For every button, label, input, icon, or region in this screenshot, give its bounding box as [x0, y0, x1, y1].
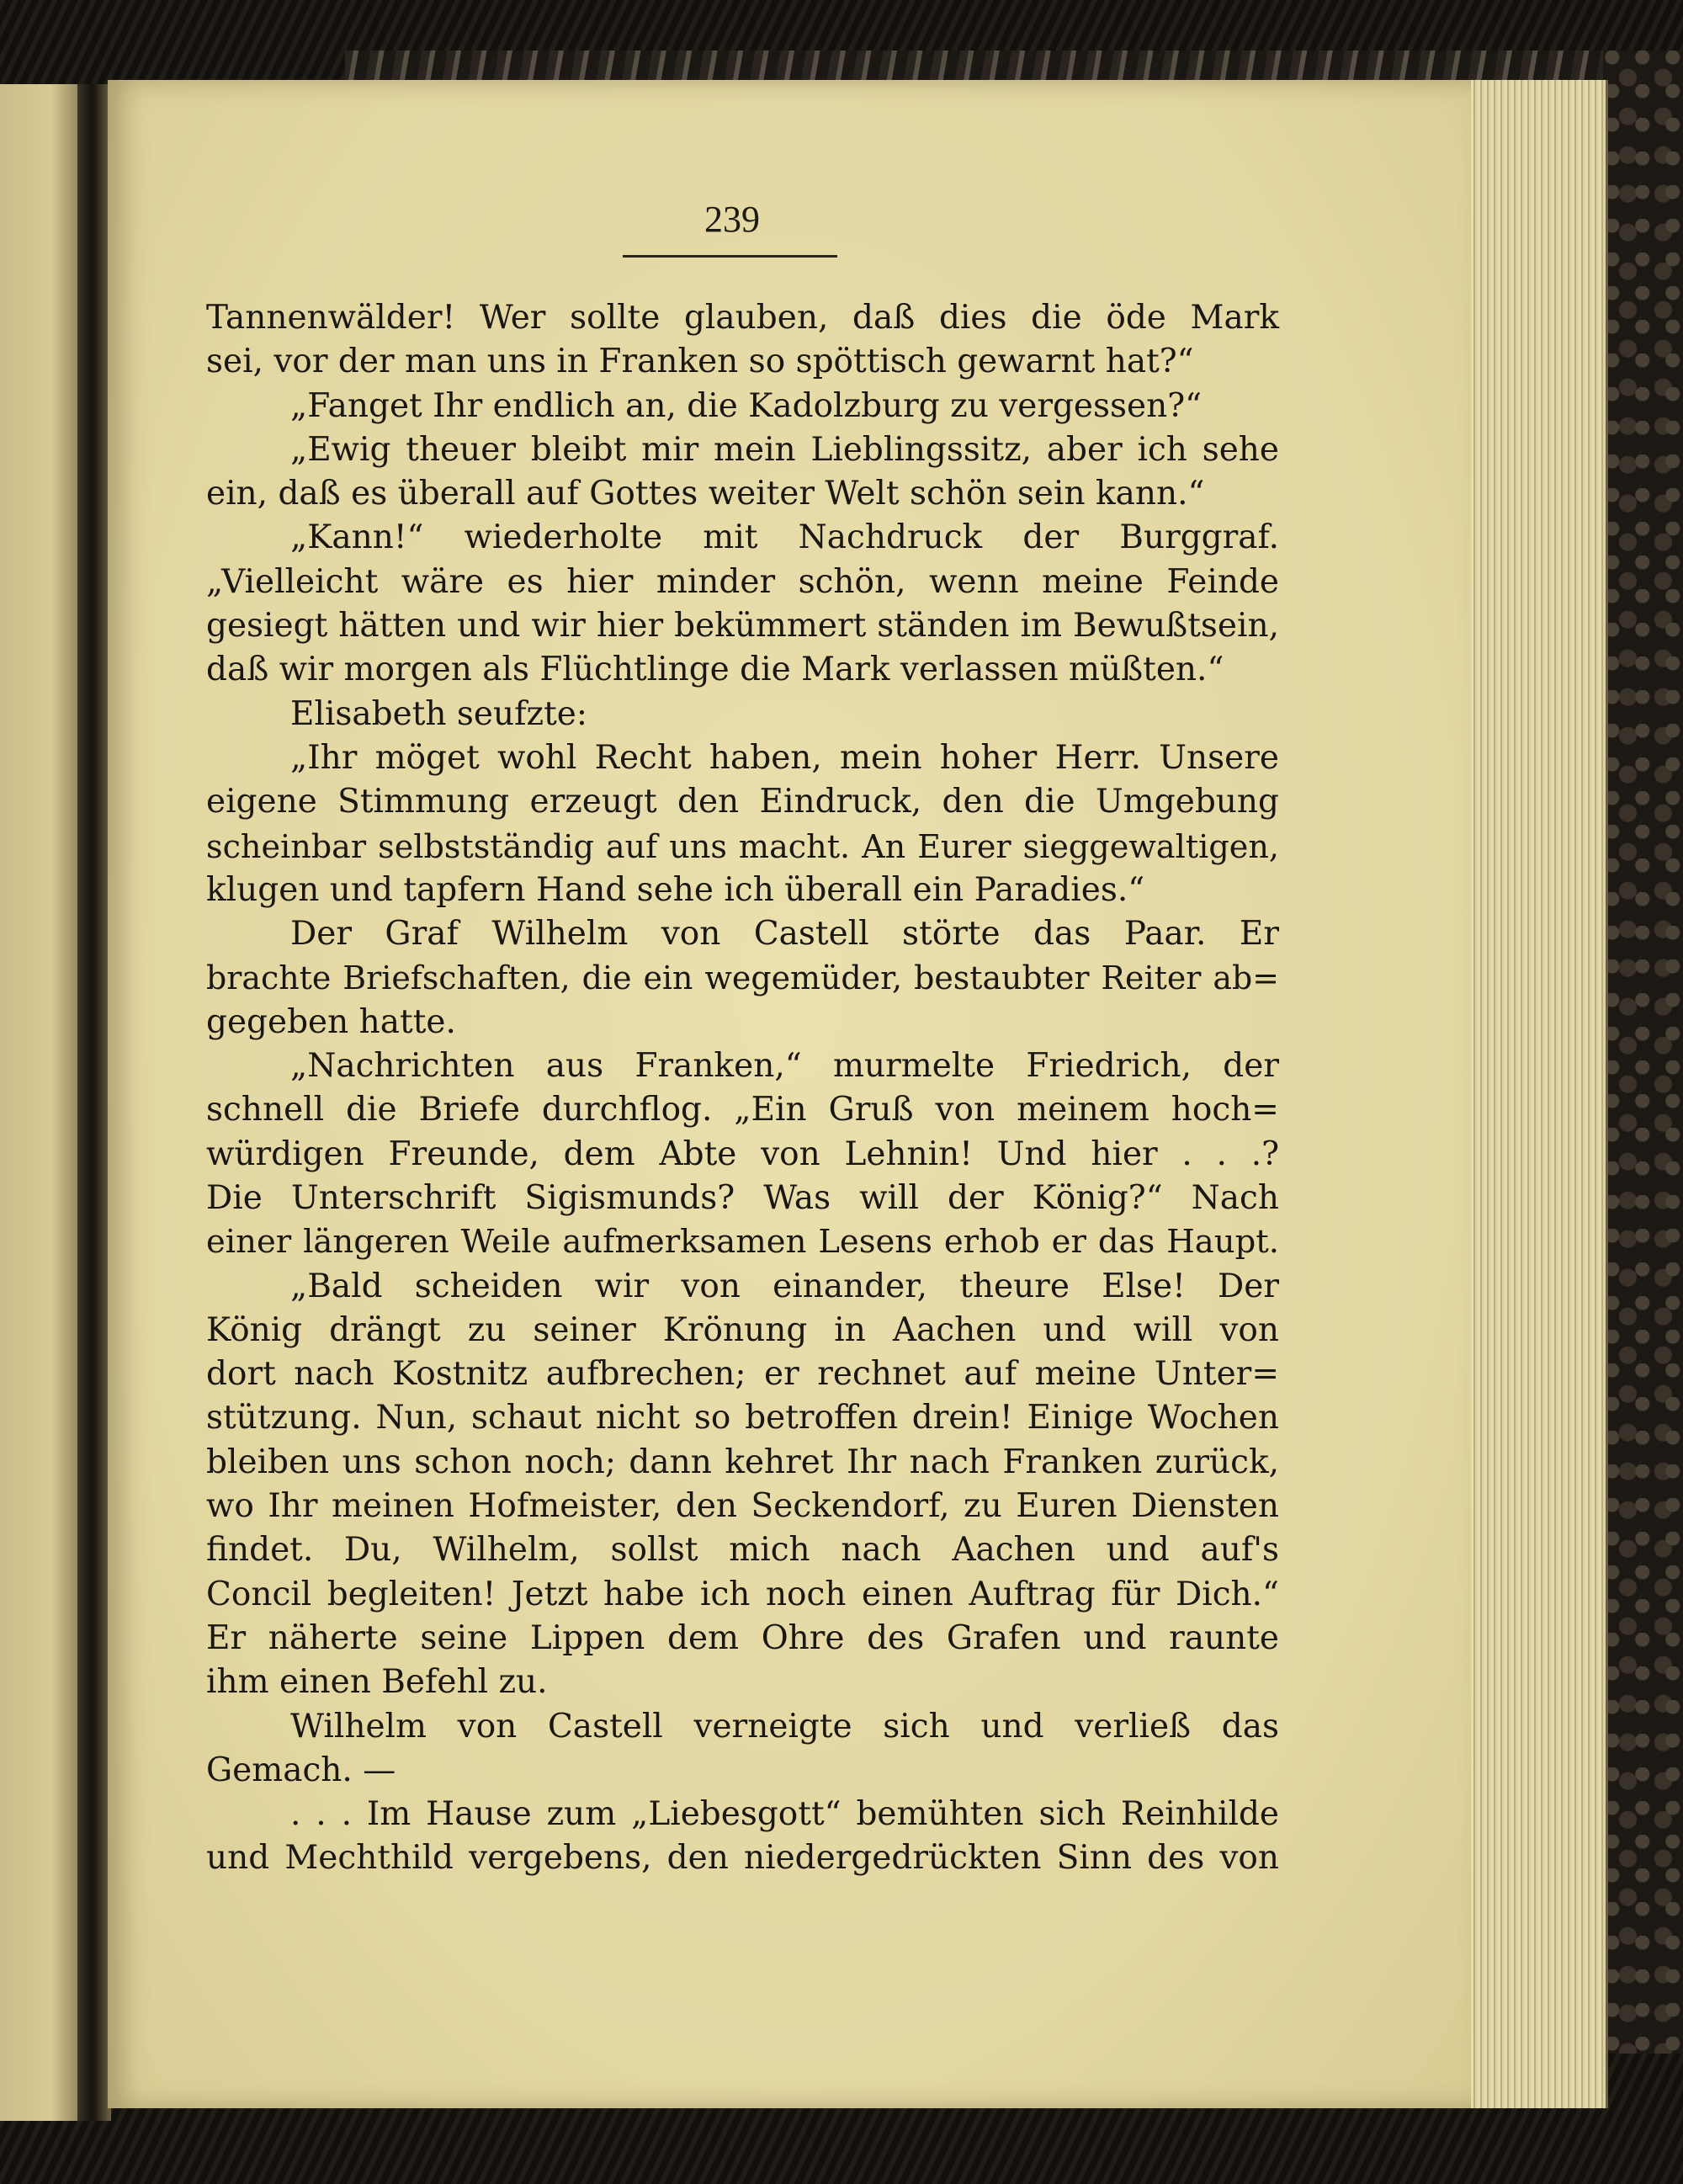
text-line: schnell die Briefe durchflog. „Ein Gruß von meinem hoch=: [206, 1091, 1279, 1129]
text-line: ein, daß es überall auf Gottes weiter Welt schön sein kann.“: [206, 475, 1205, 513]
text-line: König drängt zu seiner Krönung in Aachen und will von: [206, 1310, 1279, 1349]
text-line: Er näherte seine Lippen dem Ohre des Grafen und raunte: [206, 1618, 1279, 1657]
text-line: dort nach Kostnitz aufbrechen; er rechnet auf meine Unter=: [206, 1355, 1279, 1394]
text-line: würdigen Freunde, dem Abte von Lehnin! Und hier . . .?: [206, 1135, 1279, 1173]
text-line: brachte Briefschaften, die ein wegemüder, bestaubter Reiter ab=: [206, 959, 1279, 997]
page-stack-edge: [1471, 80, 1608, 2108]
text-line: ihm einen Befehl zu.: [206, 1663, 548, 1702]
text-line: stützung. Nun, schaut nicht so betroffen drein! Einige Wochen: [206, 1399, 1279, 1437]
left-page-edge: [0, 84, 84, 2121]
page-text: [206, 296, 1279, 1881]
text-line: . . . Im Hause zum „Liebesgott“ bemühten sich Reinhilde: [290, 1795, 1279, 1834]
text-line: findet. Du, Wilhelm, sollst mich nach Aachen und auf's: [206, 1531, 1279, 1570]
text-line: „Ewig theuer bleibt mir mein Lieblingssitz, aber ich sehe: [290, 430, 1279, 469]
text-line: Concil begleiten! Jetzt habe ich noch einen Auftrag für Dich.“: [206, 1575, 1279, 1613]
text-line: „Kann!“ wiederholte mit Nachdruck der Burggraf.: [290, 518, 1279, 557]
text-line: gegeben hatte.: [206, 1002, 456, 1041]
book-cover-right: [1603, 50, 1683, 2054]
text-line: scheinbar selbstständig auf uns macht. An Eurer sieggewaltigen,: [206, 827, 1279, 865]
text-line: einer längeren Weile aufmerksamen Lesens erhob er das Haupt.: [206, 1223, 1279, 1262]
book-gutter: [77, 84, 111, 2121]
text-line: „Ihr möget wohl Recht haben, mein hoher Herr. Unsere: [290, 738, 1279, 777]
text-line: und Mechthild vergebens, den niedergedrückten Sinn des von: [206, 1839, 1279, 1878]
text-line: „Nachrichten aus Franken,“ murmelte Friedrich, der: [290, 1047, 1279, 1086]
text-line: Tannenwälder! Wer sollte glauben, daß dies die öde Mark: [206, 299, 1279, 337]
text-line: Wilhelm von Castell verneigte sich und verließ das: [290, 1707, 1279, 1746]
text-line: „Fanget Ihr endlich an, die Kadolzburg zu vergessen?“: [290, 386, 1203, 425]
text-line: wo Ihr meinen Hofmeister, den Seckendorf, zu Euren Diensten: [206, 1487, 1279, 1526]
text-line: „Vielleicht wäre es hier minder schön, wenn meine Feinde: [206, 562, 1279, 601]
text-line: Die Unterschrift Sigismunds? Was will der König?“ Nach: [206, 1178, 1279, 1217]
text-line: daß wir morgen als Flüchtlinge die Mark verlassen müßten.“: [206, 651, 1224, 689]
text-line: bleiben uns schon noch; dann kehret Ihr nach Franken zurück,: [206, 1443, 1279, 1481]
text-line: klugen und tapfern Hand sehe ich überall ein Paradies.“: [206, 870, 1145, 909]
text-line: Elisabeth seufzte:: [290, 694, 587, 733]
text-line: sei, vor der man uns in Franken so spöttisch gewarnt hat?“: [206, 343, 1194, 381]
text-line: Der Graf Wilhelm von Castell störte das Paar. Er: [290, 915, 1279, 954]
page-number: 239: [704, 199, 760, 240]
text-line: eigene Stimmung erzeugt den Eindruck, den die Umgebung: [206, 783, 1279, 821]
text-line: „Bald scheiden wir von einander, theure Else! Der: [290, 1267, 1279, 1305]
page-number-rule: [623, 255, 837, 258]
text-line: Gemach. —: [206, 1751, 396, 1789]
text-line: gesiegt hätten und wir hier bekümmert ständen im Bewußtsein,: [206, 607, 1279, 646]
